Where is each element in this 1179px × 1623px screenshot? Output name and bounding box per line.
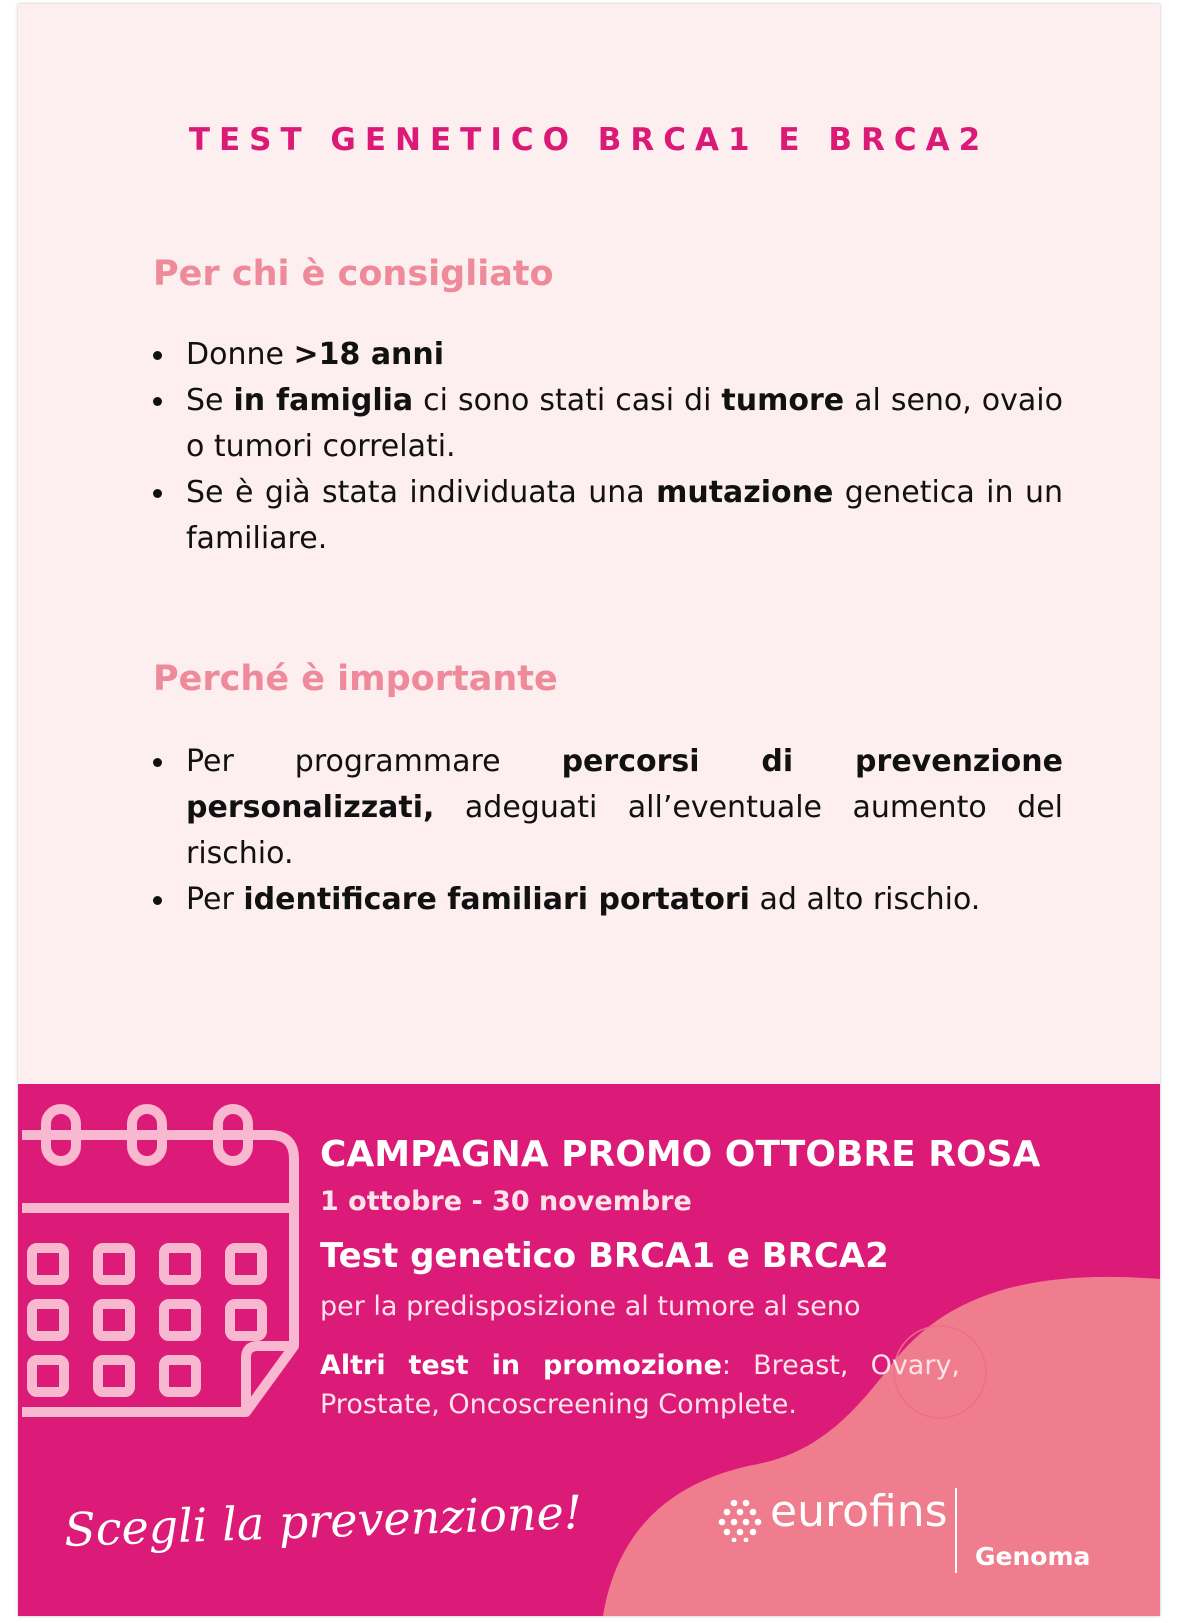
bold-text: in famiglia: [233, 383, 414, 418]
bold-text: tumore: [721, 383, 845, 418]
bold-text: >18 anni: [293, 337, 445, 372]
text-run: ci sono stati casi di: [413, 383, 722, 418]
promo-band: [18, 1084, 1160, 1616]
text-run: ad alto rischio.: [749, 882, 981, 917]
promo-dates: 1 ottobre - 30 novembre: [320, 1186, 692, 1217]
text-run: al seno, ovaio o tumori correlati.: [186, 383, 1063, 464]
section-heading-who: Per chi è consigliato: [153, 254, 554, 294]
section-heading-why: Perché è importante: [153, 659, 558, 699]
calendar-icon: [18, 1098, 308, 1448]
text-run: Per programmare: [186, 744, 562, 779]
promo-other-tests-label: Altri test in promozione: [320, 1350, 722, 1381]
slogan: Scegli la prevenzione!: [63, 1484, 584, 1558]
promo-description: per la predisposizione al tumore al seno: [320, 1291, 861, 1322]
page-title: TEST GENETICO BRCA1 E BRCA2: [188, 122, 990, 158]
promo-title: CAMPAGNA PROMO OTTOBRE ROSA: [320, 1134, 1041, 1175]
promo-other-tests: [320, 1346, 960, 1424]
promo-test-name: Test genetico BRCA1 e BRCA2: [320, 1236, 889, 1276]
text-run: Per: [186, 882, 244, 917]
list-item: [153, 739, 1063, 877]
bold-text: mutazione: [656, 475, 834, 510]
brand-division: Genoma: [975, 1542, 1091, 1571]
list-item: [153, 378, 1063, 470]
brand-name: eurofins: [770, 1486, 948, 1537]
text-run: adeguati all’eventuale aumento del rischio.: [186, 790, 1063, 871]
who-list: [153, 332, 1063, 562]
list-item: [153, 877, 1063, 923]
why-list: [153, 739, 1063, 923]
text-run: Se è già stata individuata una: [186, 475, 657, 510]
text-run: Se: [186, 383, 234, 418]
promo-other-tests-list: : Breast, Ovary, Prostate, Oncoscreening Complete.: [320, 1350, 961, 1420]
text-run: genetica in un familiare.: [186, 475, 1063, 556]
flyer-page: [18, 4, 1160, 1616]
bold-text: percorsi di prevenzione personalizzati,: [186, 744, 1063, 825]
list-item: [153, 470, 1063, 562]
text-run: Donne: [186, 337, 294, 372]
eurofins-dots-logo-icon: [718, 1498, 762, 1542]
logo-divider: [955, 1488, 957, 1573]
list-item: [153, 332, 1063, 378]
bold-text: identificare familiari portatori: [243, 882, 750, 917]
